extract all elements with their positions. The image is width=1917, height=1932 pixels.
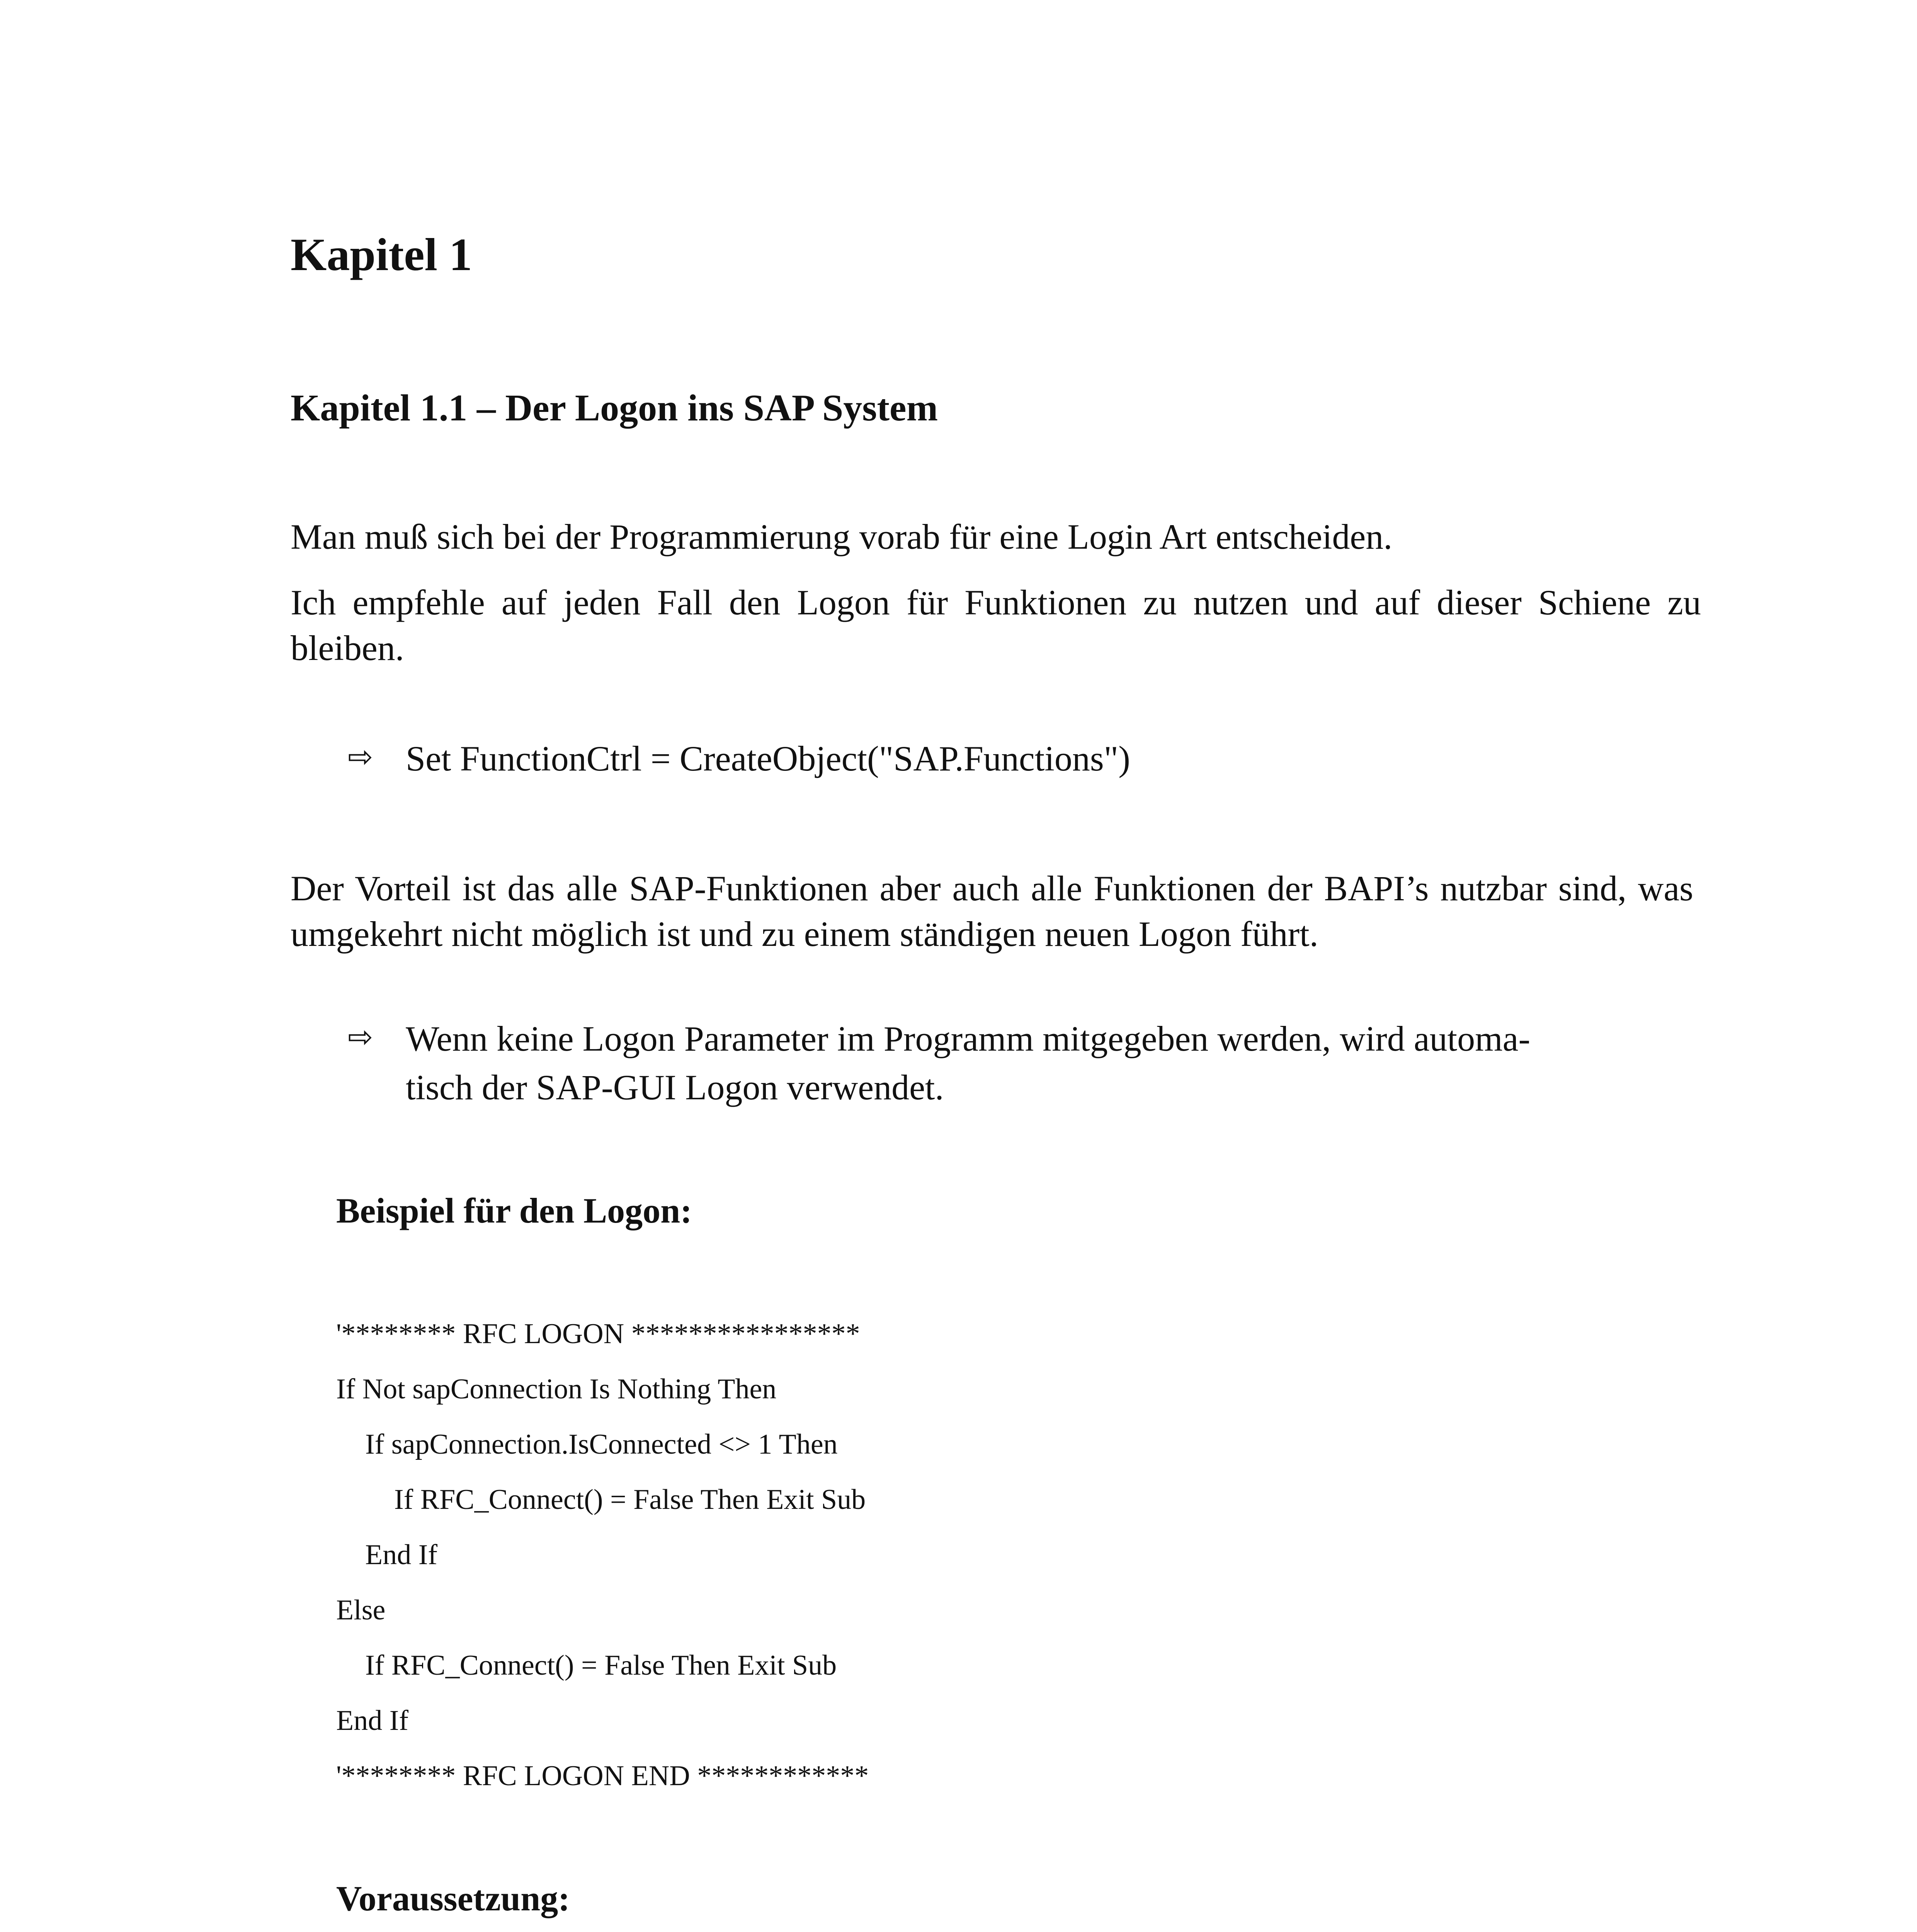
code-line: End If bbox=[365, 1539, 437, 1571]
code-line: If RFC_Connect() = False Then Exit Sub bbox=[365, 1650, 837, 1681]
paragraph-recommendation: Ich empfehle auf jeden Fall den Logon für Funktionen zu nutzen und auf dieser Schiene zu bleiben. bbox=[291, 583, 1701, 668]
code-line: If sapConnection.IsConnected <> 1 Then bbox=[365, 1429, 838, 1460]
paragraph-advantage: Der Vorteil ist das alle SAP-Funktionen aber auch alle Funktionen der BAPI’s nutzbar sind, was umgekehrt nicht möglich ist und zu einem ständigen neuen Logon führt. bbox=[291, 869, 1693, 954]
arrow-right-outline-icon: ⇨ bbox=[348, 740, 373, 774]
arrow-right-outline-icon: ⇨ bbox=[348, 1020, 373, 1054]
bullet-sapgui-logon bbox=[348, 1014, 1700, 1112]
example-heading: Beispiel für den Logon: bbox=[336, 1191, 692, 1230]
paragraph-login-choice: Man muß sich bei der Programmierung vorab für eine Login Art entscheiden. bbox=[291, 517, 1393, 556]
prerequisite-heading: Voraussetzung: bbox=[336, 1879, 570, 1918]
code-line: If RFC_Connect() = False Then Exit Sub bbox=[394, 1484, 866, 1515]
section-title: Kapitel 1.1 – Der Logon ins SAP System bbox=[291, 387, 938, 429]
code-line: End If bbox=[336, 1705, 408, 1736]
code-line: Else bbox=[336, 1594, 386, 1626]
code-line: '******** RFC LOGON END ************ bbox=[336, 1760, 869, 1792]
chapter-title: Kapitel 1 bbox=[291, 229, 472, 280]
bullet-create-object bbox=[348, 734, 1130, 783]
bullet-sapgui-logon-line2: tisch der SAP-GUI Logon verwendet. bbox=[406, 1068, 944, 1107]
bullet-sapgui-logon-line1: Wenn keine Logon Parameter im Programm mitgegeben werden, wird automa- bbox=[406, 1019, 1531, 1058]
code-line: '******** RFC LOGON **************** bbox=[336, 1318, 860, 1350]
bullet-create-object-text: Set FunctionCtrl = CreateObject("SAP.Functions") bbox=[406, 739, 1130, 778]
code-line: If Not sapConnection Is Nothing Then bbox=[336, 1373, 777, 1405]
